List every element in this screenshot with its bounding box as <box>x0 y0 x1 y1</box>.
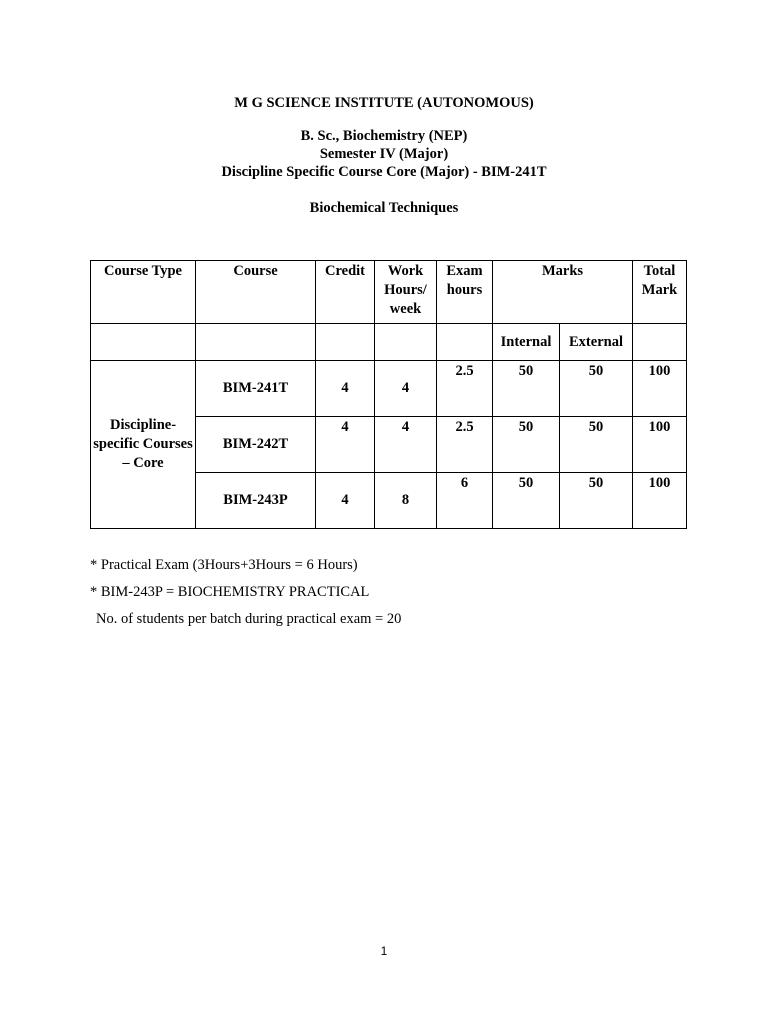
exam-hours-value: 2.5 <box>437 417 493 473</box>
empty-cell <box>196 324 316 361</box>
header-credit: Credit <box>316 261 375 324</box>
external-marks-value: 50 <box>560 417 633 473</box>
empty-cell <box>633 324 687 361</box>
header-course-type: Course Type <box>91 261 196 324</box>
internal-marks-value: 50 <box>493 417 560 473</box>
institute-title: M G SCIENCE INSTITUTE (AUTONOMOUS) <box>234 95 534 111</box>
credit-value: 4 <box>316 361 375 417</box>
work-hours-value: 8 <box>375 473 437 529</box>
internal-marks-value: 50 <box>493 361 560 417</box>
course-type-value: Discipline-specific Courses – Core <box>91 361 196 529</box>
empty-cell <box>91 324 196 361</box>
credit-value: 4 <box>316 473 375 529</box>
table-row <box>91 361 687 417</box>
subject-title: Biochemical Techniques <box>309 200 459 216</box>
course-code: BIM-242T <box>196 417 316 473</box>
credit-value: 4 <box>316 417 375 473</box>
empty-cell <box>375 324 437 361</box>
header-total-mark: Total Mark <box>633 261 687 324</box>
exam-hours-value: 6 <box>437 473 493 529</box>
course-core-title: Discipline Specific Course Core (Major) - BIM-241T <box>221 164 547 180</box>
total-marks-value: 100 <box>633 473 687 529</box>
external-marks-value: 50 <box>560 473 633 529</box>
header-exam-hours: Exam hours <box>437 261 493 324</box>
course-code: BIM-241T <box>196 361 316 417</box>
header-internal: Internal <box>493 324 560 361</box>
header-external: External <box>560 324 633 361</box>
exam-hours-value: 2.5 <box>437 361 493 417</box>
total-marks-value: 100 <box>633 417 687 473</box>
table-subheader-row <box>91 324 687 361</box>
course-code: BIM-243P <box>196 473 316 529</box>
course-table <box>90 260 687 529</box>
header-marks: Marks <box>493 261 633 324</box>
header-work-hours: Work Hours/ week <box>375 261 437 324</box>
empty-cell <box>437 324 493 361</box>
practical-exam-note: * Practical Exam (3Hours+3Hours = 6 Hours) <box>90 557 358 573</box>
program-title: B. Sc., Biochemistry (NEP) <box>300 128 468 144</box>
table-header-row <box>91 261 687 324</box>
batch-size-note: No. of students per batch during practical exam = 20 <box>96 611 402 627</box>
semester-title: Semester IV (Major) <box>319 146 449 162</box>
page-number: 1 <box>380 944 388 958</box>
empty-cell <box>316 324 375 361</box>
internal-marks-value: 50 <box>493 473 560 529</box>
external-marks-value: 50 <box>560 361 633 417</box>
work-hours-value: 4 <box>375 361 437 417</box>
total-marks-value: 100 <box>633 361 687 417</box>
work-hours-value: 4 <box>375 417 437 473</box>
header-course: Course <box>196 261 316 324</box>
practical-name-note: * BIM-243P = BIOCHEMISTRY PRACTICAL <box>90 584 370 600</box>
